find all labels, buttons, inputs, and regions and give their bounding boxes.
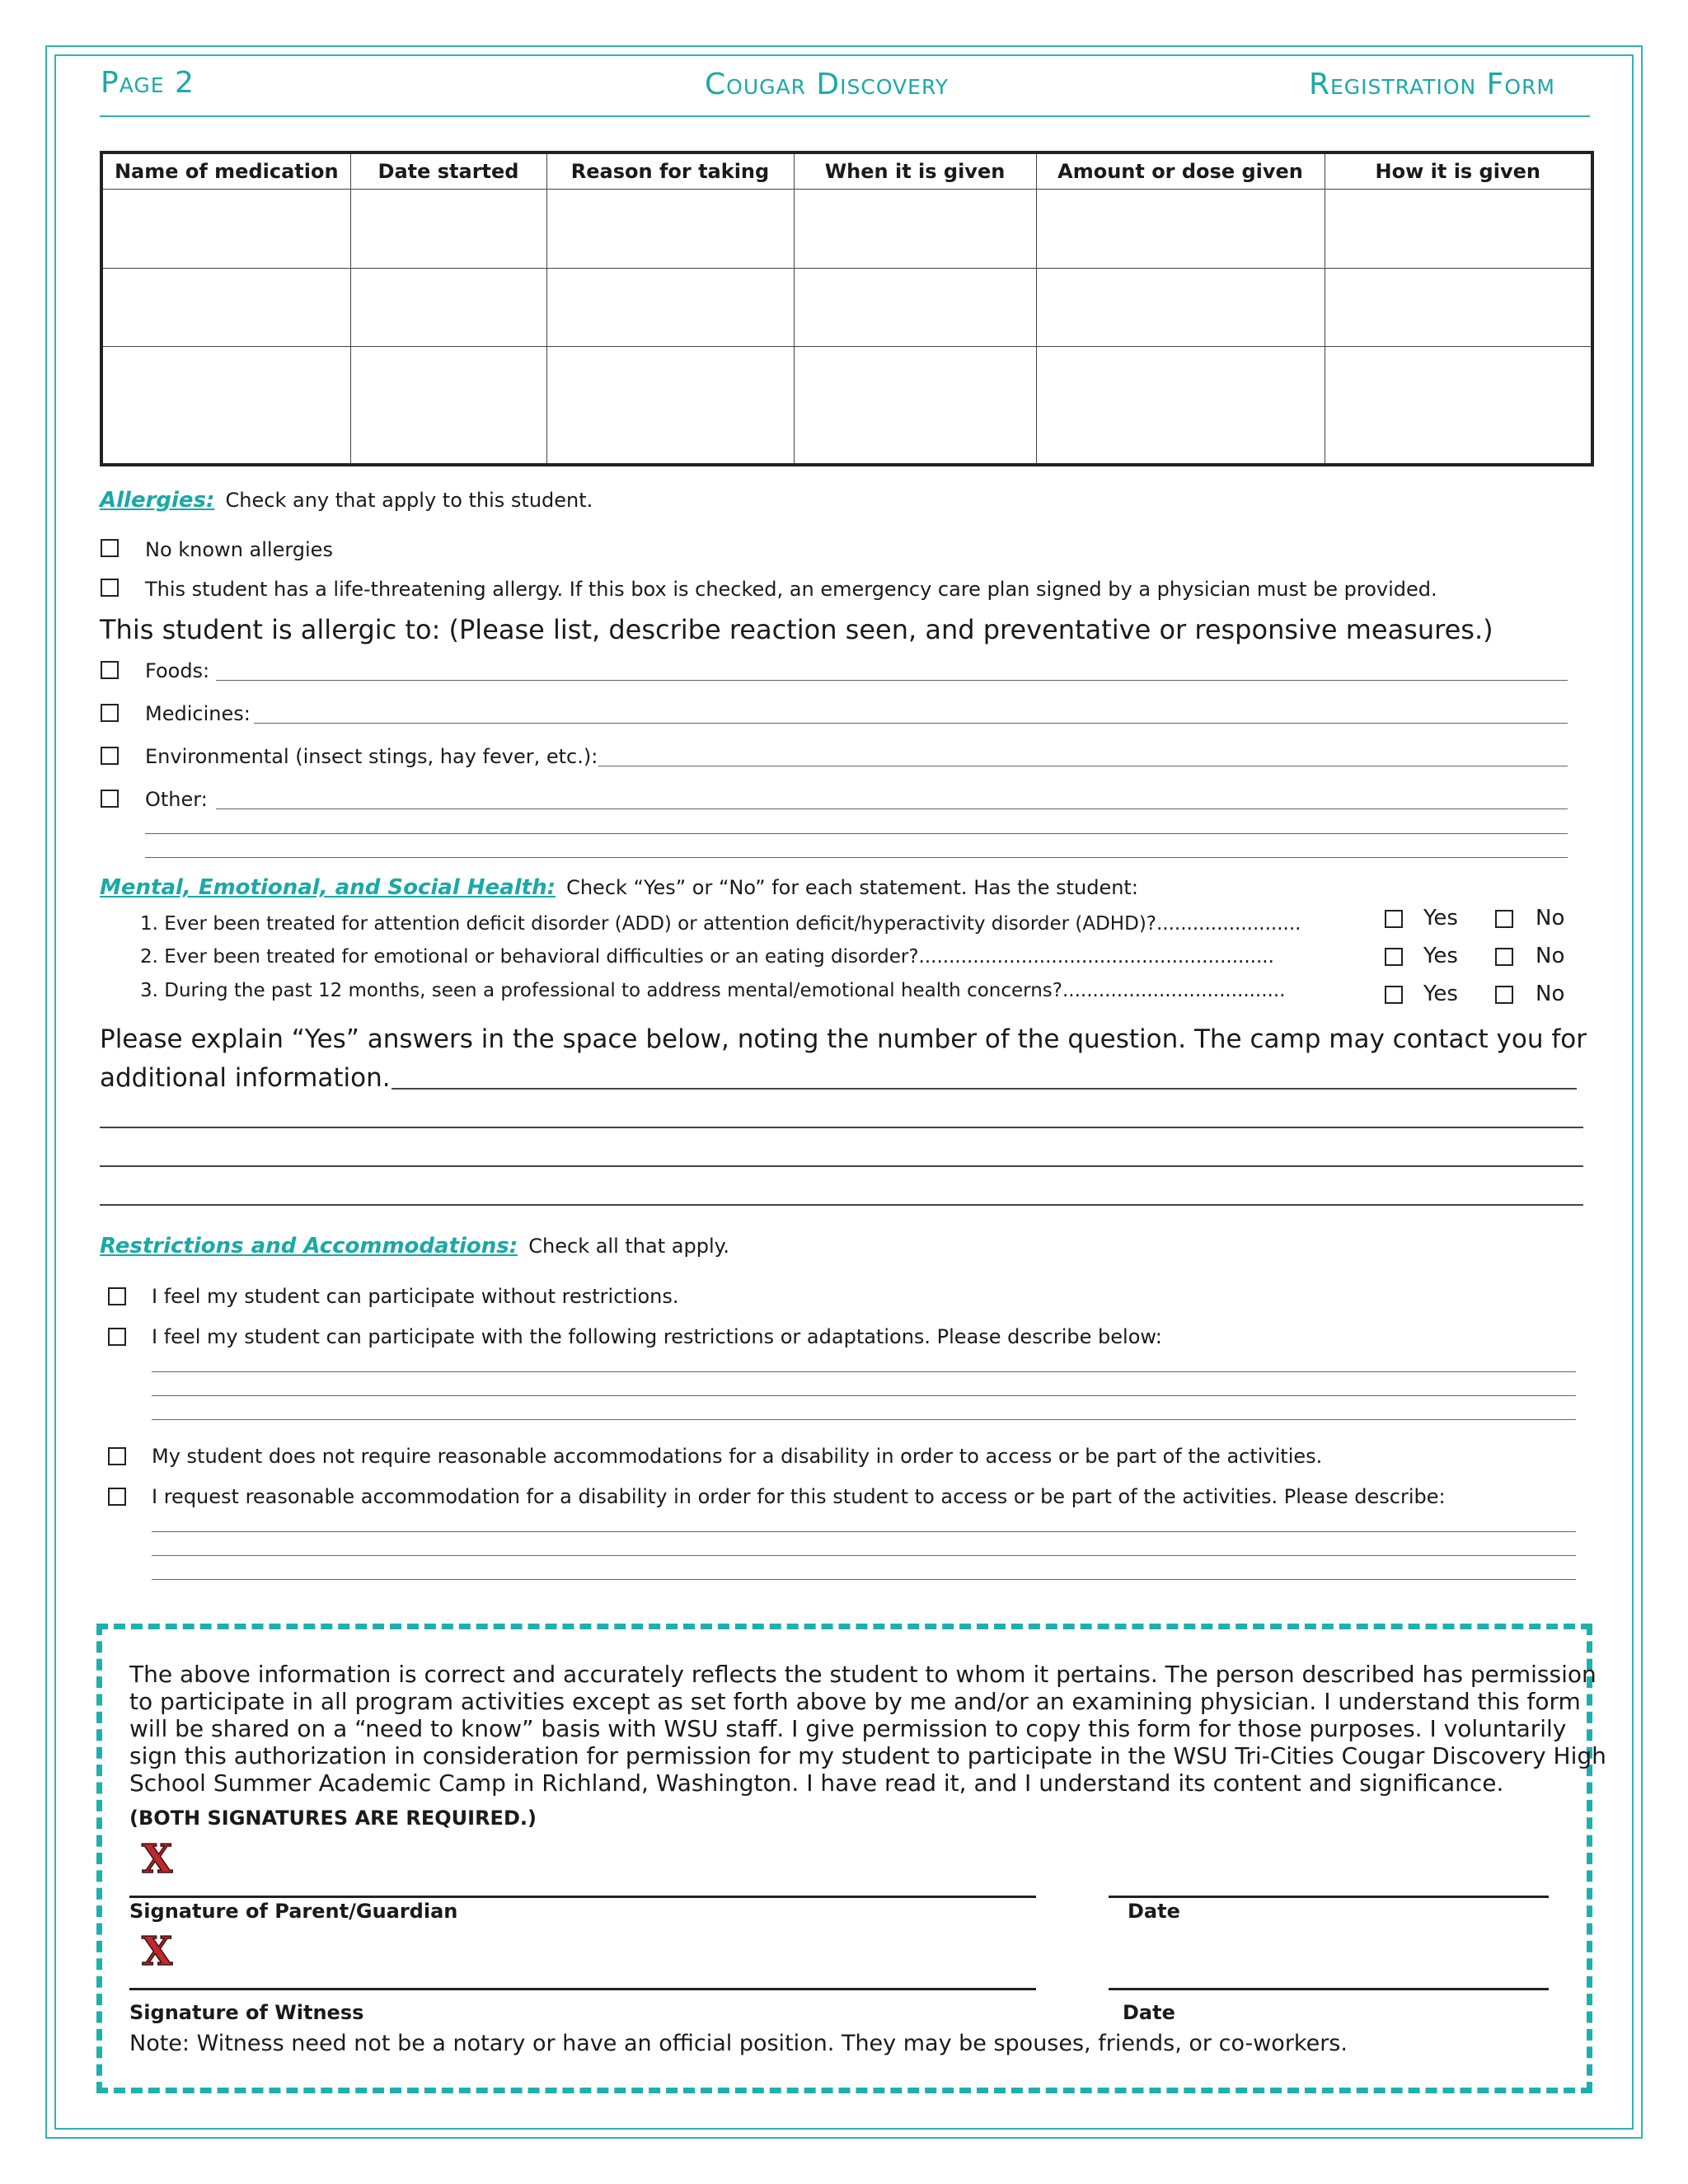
column-header: Amount or dose given — [1036, 152, 1325, 190]
q2-no-label: No — [1536, 944, 1565, 968]
parent-sign-here-x-icon: X — [142, 1836, 173, 1882]
other-entry-line[interactable] — [216, 808, 1568, 809]
other-entry-line[interactable] — [145, 833, 1568, 834]
authorization-text — [129, 1661, 1606, 1797]
table-cell[interactable] — [794, 268, 1036, 347]
q2-yes-label: Yes — [1423, 944, 1458, 968]
parent-date-line[interactable] — [1109, 1896, 1549, 1898]
mental-health-heading — [100, 875, 1138, 900]
with-restrictions-label: I feel my student can participate with the following restrictions or adaptations. Please describe below: — [152, 1325, 1162, 1348]
header-rule — [100, 115, 1590, 117]
medicines-label: Medicines: — [145, 702, 251, 725]
allergies-instruction: Check any that apply to this student. — [225, 489, 593, 512]
allergies-heading — [100, 488, 593, 513]
authorization-line: School Summer Academic Camp in Richland, Washington. I have read it, and I understand its content and significance. — [129, 1769, 1504, 1797]
table-cell[interactable] — [350, 268, 546, 347]
other-checkbox[interactable] — [101, 790, 119, 808]
authorization-line: The above information is correct and accurately reflects the student to whom it pertains. The person described has permission — [129, 1661, 1597, 1688]
restrictions-instruction: Check all that apply. — [528, 1235, 730, 1258]
witness-date-line[interactable] — [1109, 1988, 1549, 1990]
medication-table — [100, 151, 1594, 466]
table-cell[interactable] — [794, 347, 1036, 465]
column-header: Name of medication — [101, 152, 350, 190]
explain-instruction-cont: additional information. — [100, 1063, 391, 1093]
environmental-checkbox[interactable] — [101, 747, 119, 765]
explain-instruction: Please explain “Yes” answers in the space below, noting the number of the question. The camp may contact you for — [100, 1024, 1587, 1054]
question-3: 3. During the past 12 months, seen a professional to address mental/emotional health concerns?..................................... — [140, 980, 1286, 1001]
explain-entry-line[interactable] — [100, 1127, 1583, 1128]
table-cell[interactable] — [350, 190, 546, 269]
mental-health-instruction: Check “Yes” or “No” for each statement. Has the student: — [566, 876, 1138, 899]
table-cell[interactable] — [546, 268, 794, 347]
witness-date-label: Date — [1123, 2001, 1175, 2024]
foods-label: Foods: — [145, 659, 210, 682]
question-1: 1. Ever been treated for attention deficit disorder (ADD) or attention deficit/hyperactivity disorder (ADHD)?........................ — [140, 913, 1301, 935]
with-restrictions-checkbox[interactable] — [108, 1328, 126, 1346]
restrictions-title: Restrictions and Accommodations: — [100, 1234, 518, 1258]
table-cell[interactable] — [546, 190, 794, 269]
life-threatening-allergy-label: This student has a life-threatening allergy. If this box is checked, an emergency care plan signed by a physician must be provided. — [145, 578, 1437, 601]
q3-yes-label: Yes — [1423, 982, 1458, 1006]
foods-checkbox[interactable] — [101, 661, 119, 679]
table-cell[interactable] — [1325, 347, 1592, 465]
other-entry-line[interactable] — [145, 857, 1568, 858]
allergy-list-prompt: This student is allergic to: (Please list, describe reaction seen, and preventative or responsive measures.) — [100, 614, 1493, 645]
life-threatening-allergy-checkbox[interactable] — [101, 579, 119, 597]
parent-date-label: Date — [1128, 1900, 1180, 1923]
no-restrictions-label: I feel my student can participate without restrictions. — [152, 1285, 679, 1308]
explain-entry-line[interactable] — [100, 1165, 1583, 1167]
column-header: Date started — [350, 152, 546, 190]
q1-no-label: No — [1536, 906, 1565, 930]
q3-yes-checkbox[interactable] — [1385, 986, 1403, 1004]
explain-entry-line[interactable] — [392, 1088, 1577, 1090]
medicines-checkbox[interactable] — [101, 704, 119, 722]
authorization-line: to participate in all program activities except as set forth above by me and/or an examining physician. I understand this form — [129, 1688, 1581, 1715]
foods-entry-line[interactable] — [216, 680, 1568, 681]
no-allergies-label: No known allergies — [145, 538, 333, 561]
table-row — [101, 347, 1592, 465]
form-title: Registration Form — [1309, 68, 1556, 101]
table-row — [101, 190, 1592, 269]
table-cell[interactable] — [1036, 268, 1325, 347]
q3-no-checkbox[interactable] — [1495, 986, 1513, 1004]
other-label: Other: — [145, 788, 208, 811]
table-cell[interactable] — [101, 347, 350, 465]
authorization-line: will be shared on a “need to know” basis with WSU staff. I give permission to copy this form for those purposes. I voluntarily — [129, 1715, 1567, 1742]
witness-note: Note: Witness need not be a notary or have an official position. They may be spouses, friends, or co-workers. — [129, 2031, 1348, 2056]
environmental-label: Environmental (insect stings, hay fever, etc.): — [145, 745, 598, 768]
explain-entry-line[interactable] — [100, 1204, 1583, 1206]
parent-signature-label: Signature of Parent/Guardian — [129, 1900, 458, 1923]
signatures-required-note: (BOTH SIGNATURES ARE REQUIRED.) — [129, 1807, 537, 1830]
program-title: Cougar Discovery — [705, 68, 949, 101]
witness-sign-here-x-icon: X — [142, 1929, 173, 1975]
table-cell[interactable] — [1036, 347, 1325, 465]
authorization-line: sign this authorization in consideration for permission for my student to participate in the WSU Tri-Cities Cougar Discovery High — [129, 1742, 1606, 1769]
q2-yes-checkbox[interactable] — [1385, 948, 1403, 966]
no-restrictions-checkbox[interactable] — [108, 1287, 126, 1305]
table-cell[interactable] — [1325, 268, 1592, 347]
table-cell[interactable] — [101, 190, 350, 269]
medicines-entry-line[interactable] — [254, 723, 1568, 724]
restrictions-entry-line[interactable] — [152, 1419, 1576, 1420]
q1-yes-checkbox[interactable] — [1385, 910, 1403, 928]
mental-health-title: Mental, Emotional, and Social Health: — [100, 875, 556, 900]
restrictions-heading — [100, 1234, 729, 1258]
table-row — [101, 268, 1592, 347]
q3-no-label: No — [1536, 982, 1565, 1006]
column-header: When it is given — [794, 152, 1036, 190]
q1-no-checkbox[interactable] — [1495, 910, 1513, 928]
allergies-title: Allergies: — [100, 488, 215, 513]
table-header-row — [101, 152, 1592, 190]
no-accommodation-label: My student does not require reasonable accommodations for a disability in order to access or be part of the activities. — [152, 1445, 1323, 1468]
witness-signature-label: Signature of Witness — [129, 2001, 364, 2024]
table-cell[interactable] — [546, 347, 794, 465]
column-header: Reason for taking — [546, 152, 794, 190]
table-cell[interactable] — [1325, 190, 1592, 269]
table-cell[interactable] — [350, 347, 546, 465]
accommodation-entry-line[interactable] — [152, 1579, 1576, 1580]
request-accommodation-checkbox[interactable] — [108, 1488, 126, 1506]
restrictions-entry-line[interactable] — [152, 1395, 1576, 1396]
accommodation-entry-line[interactable] — [152, 1555, 1576, 1556]
q1-yes-label: Yes — [1423, 906, 1458, 930]
accommodation-entry-line[interactable] — [152, 1531, 1576, 1532]
question-2: 2. Ever been treated for emotional or behavioral difficulties or an eating disorder?........................................................... — [140, 946, 1274, 968]
page-number: Page 2 — [101, 66, 195, 100]
request-accommodation-label: I request reasonable accommodation for a disability in order for this student to access or be part of the activities. Please describe: — [152, 1485, 1446, 1508]
table-cell[interactable] — [101, 268, 350, 347]
restrictions-entry-line[interactable] — [152, 1371, 1576, 1372]
parent-signature-line[interactable] — [129, 1896, 1036, 1898]
no-allergies-checkbox[interactable] — [101, 539, 119, 557]
q2-no-checkbox[interactable] — [1495, 948, 1513, 966]
table-cell[interactable] — [1036, 190, 1325, 269]
no-accommodation-checkbox[interactable] — [108, 1447, 126, 1465]
column-header: How it is given — [1325, 152, 1592, 190]
witness-signature-line[interactable] — [129, 1988, 1036, 1990]
table-cell[interactable] — [794, 190, 1036, 269]
